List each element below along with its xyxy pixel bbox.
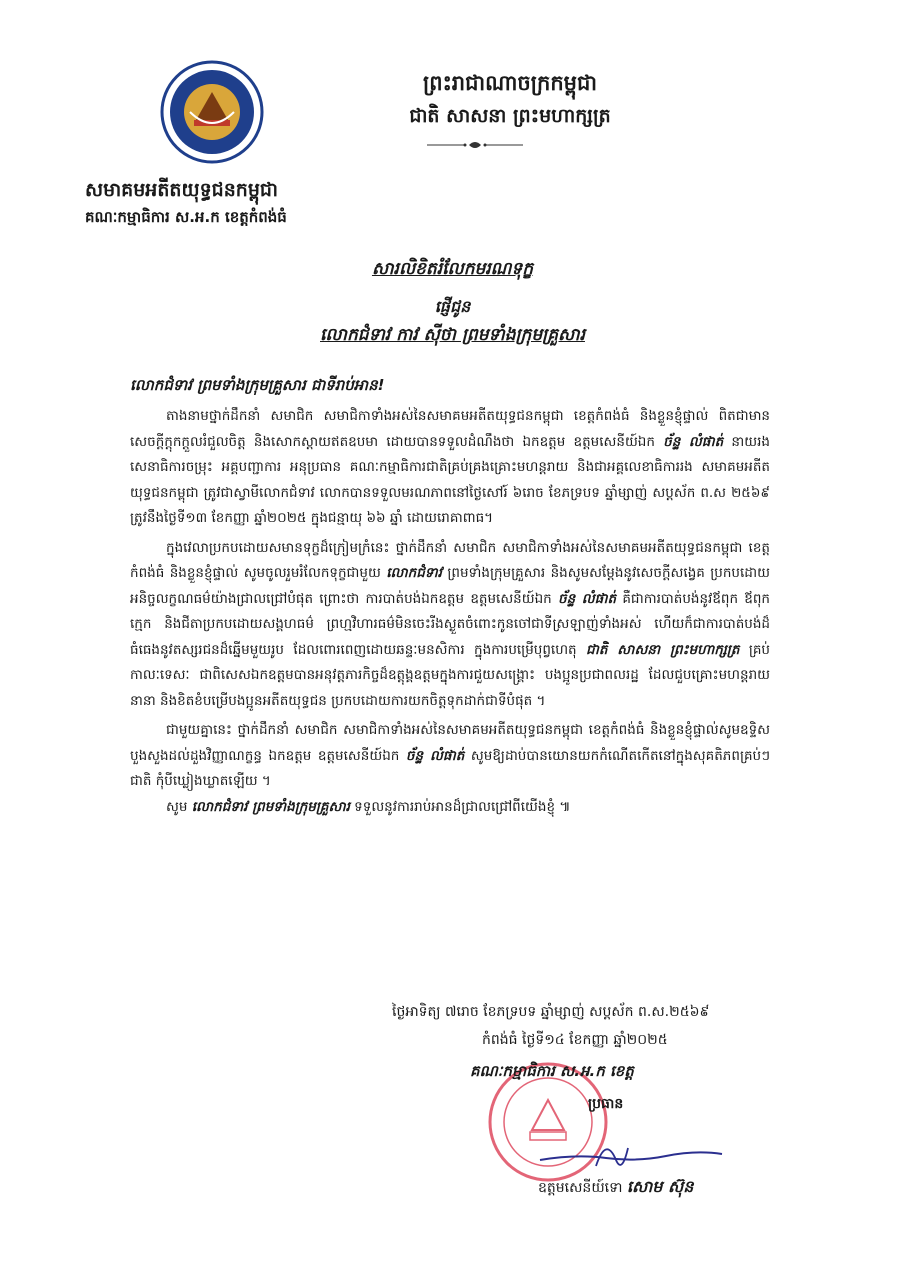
- organization-name: សមាគមអតីតយុទ្ធជនកម្ពុជា: [85, 179, 278, 201]
- letter-body: [130, 404, 770, 820]
- divider-ornament: [425, 138, 525, 152]
- text: នាយរងសេនាធិការចម្រុះ អគ្គបញ្ជាការ អនុប្រធាន គណៈកម្មាធិការជាតិគ្រប់គ្រងគ្រោះមហន្តរាយ និងជាអគ្គលេខាធិការរង សមាគមអតីតយុទ្ធជនកម្ពុជា ត្រូវជាស្វាមីលោកជំទាវ លោកបានទទួលមរណភាពនៅថ្ងៃសៅរ៍ ៦រោច ខែភទ្របទ ឆ្នាំម្សាញ់ សប្តស័ក ព.ស ២៥៦៩ ត្រូវនឹងថ្ងៃទី១៣ ខែកញ្ញា ឆ្នាំ២០២៥ ក្នុងជន្មាយុ ៦៦ ឆ្នាំ ដោយរោគាពាធ។: [130, 433, 770, 526]
- text: ជាមួយគ្នានេះ ថ្នាក់ដឹកនាំ សមាជិក សមាជិកាទាំងអស់នៃសមាគមអតីតយុទ្ធជនកម្ពុជា ខេត្តកំពង់ធំ និងខ្លួនខ្ញុំផ្ទាល់សូមឧទ្ទិសបួងសួងដល់ដួងវិញ្ញាណក្ខន្ធ ឯកឧត្តម ឧត្តមសេនីយ៍ឯក: [130, 722, 770, 764]
- text: សូមឱ្យដាប់បានយោនយកកំណើតកើតនៅក្នុងសុគតិភពគ្រប់ៗជាតិ កុំបីឃ្លៀងឃ្លាតឡើយ ។: [130, 747, 770, 789]
- committee-name: គណៈកម្មាធិការ ស.អ.ក ខេត្តកំពង់ធំ: [85, 208, 287, 226]
- deceased-name: ច័ន្ទ លំផាត់: [558, 590, 617, 607]
- paragraph-4: [130, 795, 770, 821]
- text: តាងនាមថ្នាក់ដឹកនាំ សមាជិក សមាជិកាទាំងអស់នៃសមាគមអតីតយុទ្ធជនកម្ពុជា ខេត្តកំពង់ធំ និងខ្លួនខ្ញុំផ្ទាល់ ពិតជាមានសេចក្តីក្តុកក្តួលរំជួលចិត្ត និងសោកស្តាយឥតឧបមា ដោយបានទទួលដំណឹងថា ឯកឧត្តម ឧត្តមសេនីយ៍ឯក: [130, 408, 770, 450]
- paragraph-1: [130, 404, 770, 532]
- paragraph-2: [130, 536, 770, 715]
- salutation: លោកជំទាវ ព្រមទាំងក្រុមគ្រួសារ ជាទីរាប់អាន!: [130, 376, 385, 394]
- solar-date: កំពង់ធំ ថ្ងៃទី១៤ ខែកញ្ញា ឆ្នាំ២០២៥: [482, 1032, 668, 1048]
- letter-recipient-label: ផ្ញើជូន: [434, 297, 471, 316]
- handwritten-signature: [536, 1130, 726, 1178]
- national-motto-inline: ជាតិ សាសនា ព្រះមហាក្សត្រ: [586, 641, 740, 658]
- signatory-committee: គណៈកម្មាធិការ ស.អ.ក ខេត្ត: [470, 1062, 634, 1080]
- signatory-personal-name: សោម ស៊ុន: [626, 1177, 694, 1196]
- text: គឺជាការបាត់បង់នូវឪពុក ឪពុកក្មេក និងជីតាប្រកបដោយសង្គហធម៌ ព្រហ្មវិហារធម៌មិនចេះរីងស្ងួតចំពោះកូនចៅជាទីស្រឡាញ់ទាំងអស់ ហើយក៏ជាការបាត់បង់ដ៏ធំធេងនូវតស្សរជនដ៏ឆ្នើមមួយរូប ដែលពោរពេញដោយឆន្ទៈមនសិការ ក្នុងការបម្រើបុព្វហេតុ: [130, 590, 771, 658]
- text: ព្រមទាំងក្រុមគ្រួសារ និងសូមសម្តែងនូវសេចក្តីសង្វេគ ប្រកបដោយអនិច្ចលក្ខណធម៌យ៉ាងជ្រាលជ្រៅបំផុត ព្រោះថា ការបាត់បង់ឯកឧត្តម ឧត្តមសេនីយ៍ឯក: [130, 565, 770, 607]
- recipient-honorific: លោកជំទាវ: [386, 565, 442, 581]
- text: ទទួលនូវការរាប់អានដ៏ជ្រាលជ្រៅពីយើងខ្ញុំ ៕: [349, 798, 571, 815]
- lunar-date: ថ្ងៃអាទិត្យ ៧រោច ខែភទ្របទ ឆ្នាំម្សាញ់ សប្តស័ក ព.ស.២៥៦៩: [392, 1004, 710, 1020]
- recipient-name: លោកជំទាវ ព្រមទាំងក្រុមគ្រួសារ: [191, 798, 350, 815]
- text: សូម: [166, 798, 192, 815]
- letter-recipient: លោកជំទាវ កាវ ស៊ីថា ព្រមទាំងក្រុមគ្រួសារ: [320, 325, 585, 345]
- signatory-title: ប្រធាន: [588, 1096, 624, 1112]
- letter-title: សារលិខិតរំលែកមរណទុក្ខ: [371, 259, 534, 279]
- kingdom-title: ព្រះរាជាណាចក្រកម្ពុជា: [422, 71, 597, 95]
- signatory-rank: ឧត្តមសេនីយ៍ទោ: [538, 1180, 627, 1196]
- association-logo: [160, 60, 264, 164]
- national-motto: ជាតិ សាសនា ព្រះមហាក្សត្រ: [409, 105, 611, 127]
- signatory-name: [538, 1176, 693, 1200]
- text: ក្នុងវេលាប្រកបដោយសមានទុក្ខដ៏ក្រៀមក្រំនេះ ថ្នាក់ដឹកនាំ សមាជិក សមាជិកាទាំងអស់នៃសមាគមអតីតយុទ្ធជនកម្ពុជា ខេត្តកំពង់ធំ និងខ្លួនខ្ញុំផ្ទាល់ សូមចូលរួមរំលែកទុក្ខជាមួយ: [130, 539, 770, 581]
- deceased-name: ច័ន្ទ លំផាត់: [663, 433, 724, 450]
- deceased-name: ច័ន្ទ លំផាត់: [405, 747, 465, 764]
- text: គ្រប់កាលៈទេសៈ ជាពិសេសឯកឧត្តមបានអនុវត្តភារកិច្ចដ៏ឧត្តុង្គឧត្តមក្នុងការជួយសង្គ្រោះ បងប្អូនប្រជាពលរដ្ឋ ដែលជួបគ្រោះមហន្តរាយនានា និងខិតខំបម្រើបងប្អូនអតីតយុទ្ធជន ប្រកបដោយការយកចិត្តទុកដាក់ជាទីបំផុត ។: [130, 641, 770, 709]
- paragraph-3: [130, 718, 770, 795]
